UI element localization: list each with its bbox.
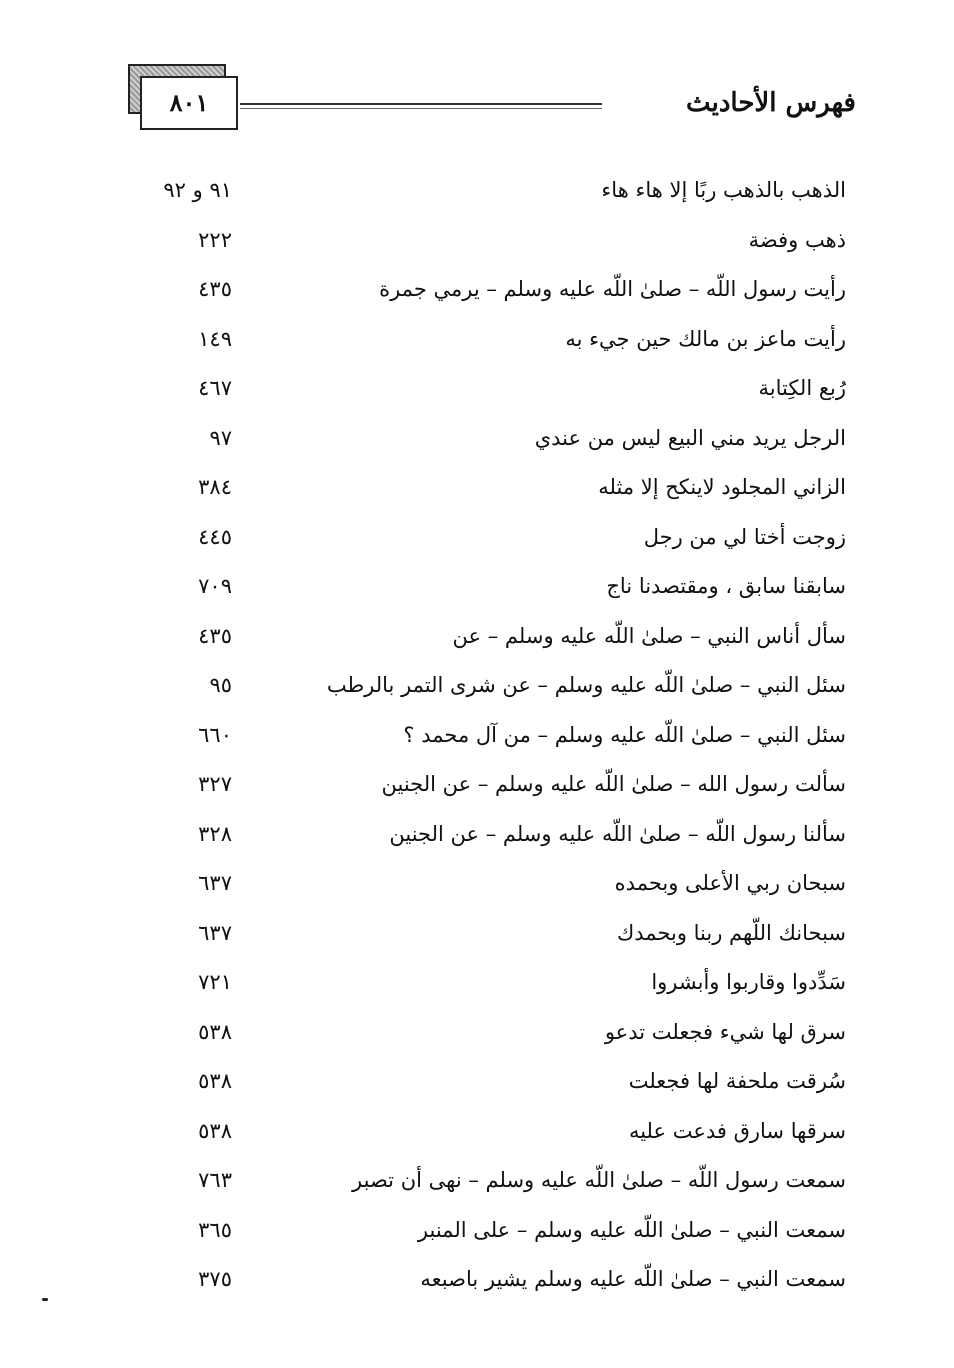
- entry-text: سمعت النبي – صلىٰ اللّه عليه وسلم – على المنبر: [417, 1217, 846, 1242]
- entry-text: سأل أناس النبي – صلىٰ اللّه عليه وسلم – عن: [452, 623, 846, 648]
- index-entry: [0, 913, 954, 963]
- entry-page-number: ٦٦٠: [198, 722, 232, 747]
- entry-page-number: ٧٦٣: [198, 1168, 232, 1192]
- index-entry: [0, 764, 954, 814]
- entry-text: سبحان ربي الأعلى وبحمده: [614, 871, 846, 895]
- index-entry: [0, 319, 954, 369]
- entry-text: الرجل يريد مني البيع ليس من عندي: [534, 425, 846, 450]
- entry-text: سألنا رسول اللّه – صلىٰ اللّه عليه وسلم – عن الجنين: [389, 821, 846, 846]
- header-rule-thin: [240, 108, 602, 109]
- index-entry: [0, 566, 954, 616]
- index-entry: [0, 368, 954, 418]
- entry-text: سمعت النبي – صلىٰ اللّه عليه وسلم يشير باصبعه: [420, 1267, 846, 1291]
- entry-text: سئل النبي – صلىٰ اللّه عليه وسلم – عن شرى التمر بالرطب: [326, 673, 846, 697]
- entry-text: الذهب بالذهب ربًا إلا هاء هاء: [601, 178, 846, 202]
- entry-text: رأيت ماعز بن مالك حين جيء به: [565, 326, 846, 351]
- index-entry: [0, 220, 954, 270]
- page-title: فهرس الأحاديث: [686, 88, 856, 118]
- entry-text: زوجت أختا لي من رجل: [643, 524, 846, 549]
- page-header: [0, 0, 954, 160]
- entry-text: سمعت رسول اللّه – صلىٰ اللّه عليه وسلم – نهى أن تصبر: [352, 1168, 846, 1192]
- entry-page-number: ٤٣٥: [198, 623, 232, 648]
- index-entry: [0, 1259, 954, 1309]
- index-entry: [0, 269, 954, 319]
- index-entry: [0, 715, 954, 765]
- entry-page-number: ٦٣٧: [198, 871, 232, 895]
- entry-page-number: ٩٥: [209, 673, 232, 697]
- entry-text: سئل النبي – صلىٰ اللّه عليه وسلم – من آل محمد ؟: [403, 722, 846, 747]
- entry-page-number: ٣٨٤: [198, 475, 232, 499]
- scan-speck: [42, 1298, 48, 1301]
- index-entry: [0, 418, 954, 468]
- entry-page-number: ٣٢٨: [198, 821, 232, 846]
- hadith-index-list: [0, 170, 954, 1309]
- entry-page-number: ٥٣٨: [198, 1069, 232, 1093]
- index-entry: [0, 1012, 954, 1062]
- index-entry: [0, 1160, 954, 1210]
- entry-page-number: ٤٦٧: [198, 376, 232, 400]
- entry-text: رُبع الكِتابة: [758, 376, 846, 400]
- entry-page-number: ٤٤٥: [198, 524, 232, 549]
- index-entry: [0, 1061, 954, 1111]
- page-number-box: [128, 64, 238, 130]
- entry-page-number: ٥٣٨: [198, 1118, 232, 1143]
- index-entry: [0, 962, 954, 1012]
- index-entry: [0, 863, 954, 913]
- entry-page-number: ٩٧: [209, 425, 232, 450]
- entry-text: سَدِّدوا وقاربوا وأبشروا: [651, 970, 846, 994]
- entry-page-number: ٧٠٩: [198, 574, 232, 598]
- entry-page-number: ٩١ و ٩٢: [163, 178, 232, 202]
- entry-text: ذهب وفضة: [748, 227, 846, 252]
- entry-page-number: ١٤٩: [198, 326, 232, 351]
- entry-page-number: ٣٧٥: [198, 1267, 232, 1291]
- entry-text: سرقها سارق فدعت عليه: [628, 1118, 846, 1143]
- entry-text: سرق لها شيء فجعلت تدعو: [604, 1019, 846, 1044]
- entry-page-number: ٣٦٥: [198, 1217, 232, 1242]
- entry-text: الزاني المجلود لاينكح إلا مثله: [598, 475, 846, 499]
- entry-page-number: ٦٣٧: [198, 920, 232, 945]
- index-entry: [0, 1111, 954, 1161]
- entry-page-number: ٢٢٢: [198, 227, 232, 252]
- entry-page-number: ٤٣٥: [198, 277, 232, 301]
- entry-text: سألت رسول الله – صلىٰ اللّه عليه وسلم – عن الجنين: [381, 772, 846, 796]
- entry-text: سبحانك اللّهم ربنا وبحمدك: [616, 920, 846, 945]
- header-rule: [240, 103, 602, 105]
- entry-text: رأيت رسول اللّه – صلىٰ اللّه عليه وسلم – يرمي جمرة: [379, 277, 846, 301]
- index-entry: [0, 517, 954, 567]
- index-entry: [0, 616, 954, 666]
- entry-text: سُرقت ملحفة لها فجعلت: [628, 1069, 846, 1093]
- page-number: ٨٠١: [140, 76, 238, 130]
- entry-text: سابقنا سابق ، ومقتصدنا ناج: [606, 574, 846, 598]
- index-entry: [0, 1210, 954, 1260]
- index-entry: [0, 814, 954, 864]
- index-entry: [0, 665, 954, 715]
- entry-page-number: ٣٢٧: [198, 772, 232, 796]
- index-entry: [0, 170, 954, 220]
- entry-page-number: ٧٢١: [198, 970, 232, 994]
- entry-page-number: ٥٣٨: [198, 1019, 232, 1044]
- index-entry: [0, 467, 954, 517]
